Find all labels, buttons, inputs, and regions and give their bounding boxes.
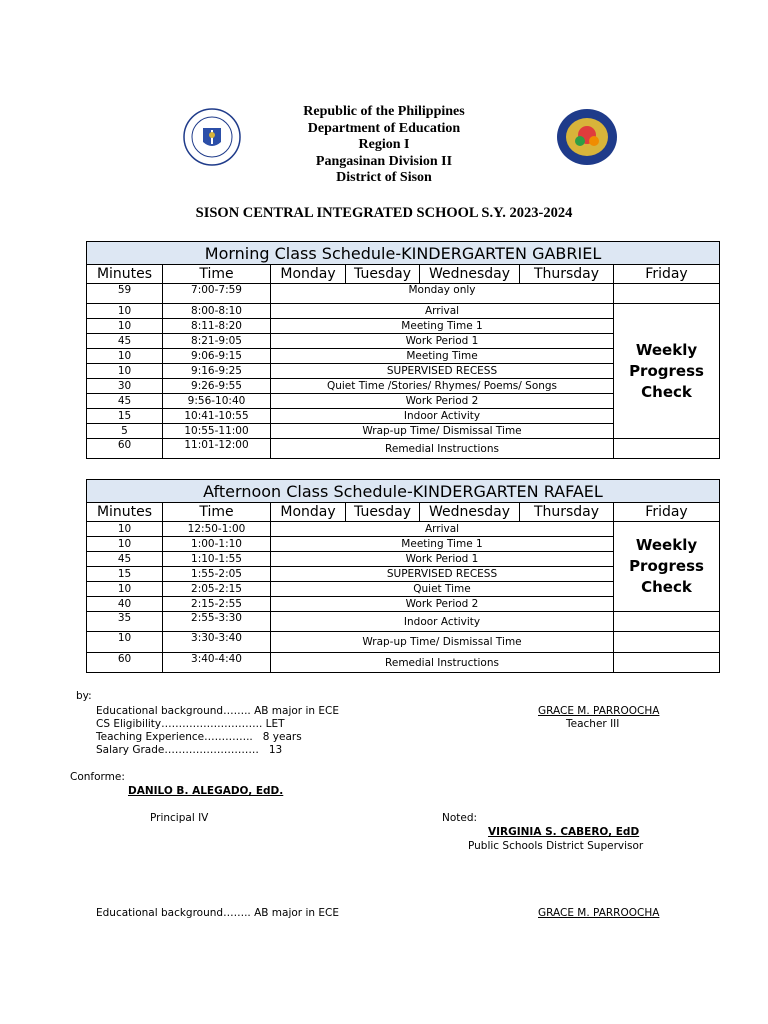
- table-row: 5 10:55-11:00 Wrap-up Time/ Dismissal Time: [87, 424, 720, 439]
- header-line-5: District of Sison: [336, 170, 432, 185]
- morning-column-headers: [87, 265, 720, 284]
- afternoon-friday-weekly-progress-check: Weekly Progress Check: [614, 522, 720, 612]
- header-line-1: Republic of the Philippines: [303, 104, 465, 119]
- table-row: 59 7:00-7:59 Monday only: [87, 284, 720, 304]
- table-row: 60 11:01-12:00 Remedial Instructions: [87, 439, 720, 459]
- cs-eligibility: CS Eligibility……………………….. LET: [96, 718, 285, 730]
- table-row: 10 8:11-8:20 Meeting Time 1: [87, 319, 720, 334]
- educational-background-repeat: Educational background…….. AB major in ECE: [96, 907, 339, 919]
- educational-background: Educational background…….. AB major in ECE: [96, 705, 339, 717]
- table-row: 10 12:50-1:00 Arrival Weekly Progress Check: [87, 522, 720, 537]
- col-friday: Friday: [614, 265, 720, 284]
- col-monday: Monday: [271, 265, 346, 284]
- table-row: 45 8:21-9:05 Work Period 1: [87, 334, 720, 349]
- col-wednesday: Wednesday: [420, 265, 520, 284]
- table-row: 15 1:55-2:05 SUPERVISED RECESS: [87, 567, 720, 582]
- teacher-name-repeat: GRACE M. PARROOCHA: [538, 907, 660, 919]
- table-row: 60 3:40-4:40 Remedial Instructions: [87, 653, 720, 673]
- table-row: 40 2:15-2:55 Work Period 2: [87, 597, 720, 612]
- noted-label: Noted:: [442, 812, 478, 824]
- table-row: 10 2:05-2:15 Quiet Time: [87, 582, 720, 597]
- by-label: by:: [76, 690, 92, 702]
- morning-friday-weekly-progress-check: Weekly Progress Check: [614, 304, 720, 439]
- table-row: 35 2:55-3:30 Indoor Activity: [87, 612, 720, 632]
- afternoon-schedule-table: [86, 479, 720, 673]
- table-row: 30 9:26-9:55 Quiet Time /Stories/ Rhymes/ Poems/ Songs: [87, 379, 720, 394]
- letterhead: [0, 104, 768, 187]
- salary-grade: Salary Grade……………………… 13: [96, 744, 283, 756]
- principal-position: Principal IV: [150, 812, 209, 824]
- col-time: Time: [163, 265, 271, 284]
- header-line-2: Department of Education: [307, 120, 461, 136]
- table-row: 45 9:56-10:40 Work Period 2: [87, 394, 720, 409]
- table-row: 15 10:41-10:55 Indoor Activity: [87, 409, 720, 424]
- supervisor-name: VIRGINIA S. CABERO, EdD: [488, 826, 640, 838]
- supervisor-position: Public Schools District Supervisor: [468, 840, 644, 852]
- col-tuesday: Tuesday: [346, 265, 420, 284]
- table-row: 45 1:10-1:55 Work Period 1: [87, 552, 720, 567]
- afternoon-column-headers: Minutes Time Monday Tuesday Wednesday Thursday Friday: [87, 503, 720, 522]
- col-minutes: Minutes: [87, 265, 163, 284]
- table-row: 10 8:00-8:10 Arrival Weekly Progress Check: [87, 304, 720, 319]
- morning-schedule-table: [86, 241, 720, 459]
- table-row: 10 1:00-1:10 Meeting Time 1: [87, 537, 720, 552]
- col-thursday: Thursday: [520, 265, 614, 284]
- header-line-3: Region I: [358, 137, 410, 152]
- conforme-label: Conforme:: [70, 771, 125, 783]
- table-row: 10 3:30-3:40 Wrap-up Time/ Dismissal Time: [87, 632, 720, 653]
- header-line-4: Pangasinan Division II: [315, 153, 453, 169]
- teacher-position: Teacher III: [566, 718, 620, 730]
- teaching-experience: Teaching Experience………….. 8 years: [96, 731, 302, 743]
- afternoon-title: Afternoon Class Schedule-KINDERGARTEN RAFAEL: [87, 480, 720, 503]
- morning-title: Morning Class Schedule-KINDERGARTEN GABRIEL: [87, 242, 720, 265]
- teacher-name: GRACE M. PARROOCHA: [538, 705, 660, 717]
- school-title: SISON CENTRAL INTEGRATED SCHOOL S.Y. 2023-2024: [195, 205, 573, 221]
- principal-name: DANILO B. ALEGADO, EdD.: [128, 785, 284, 797]
- table-row: 10 9:16-9:25 SUPERVISED RECESS: [87, 364, 720, 379]
- table-row: 10 9:06-9:15 Meeting Time: [87, 349, 720, 364]
